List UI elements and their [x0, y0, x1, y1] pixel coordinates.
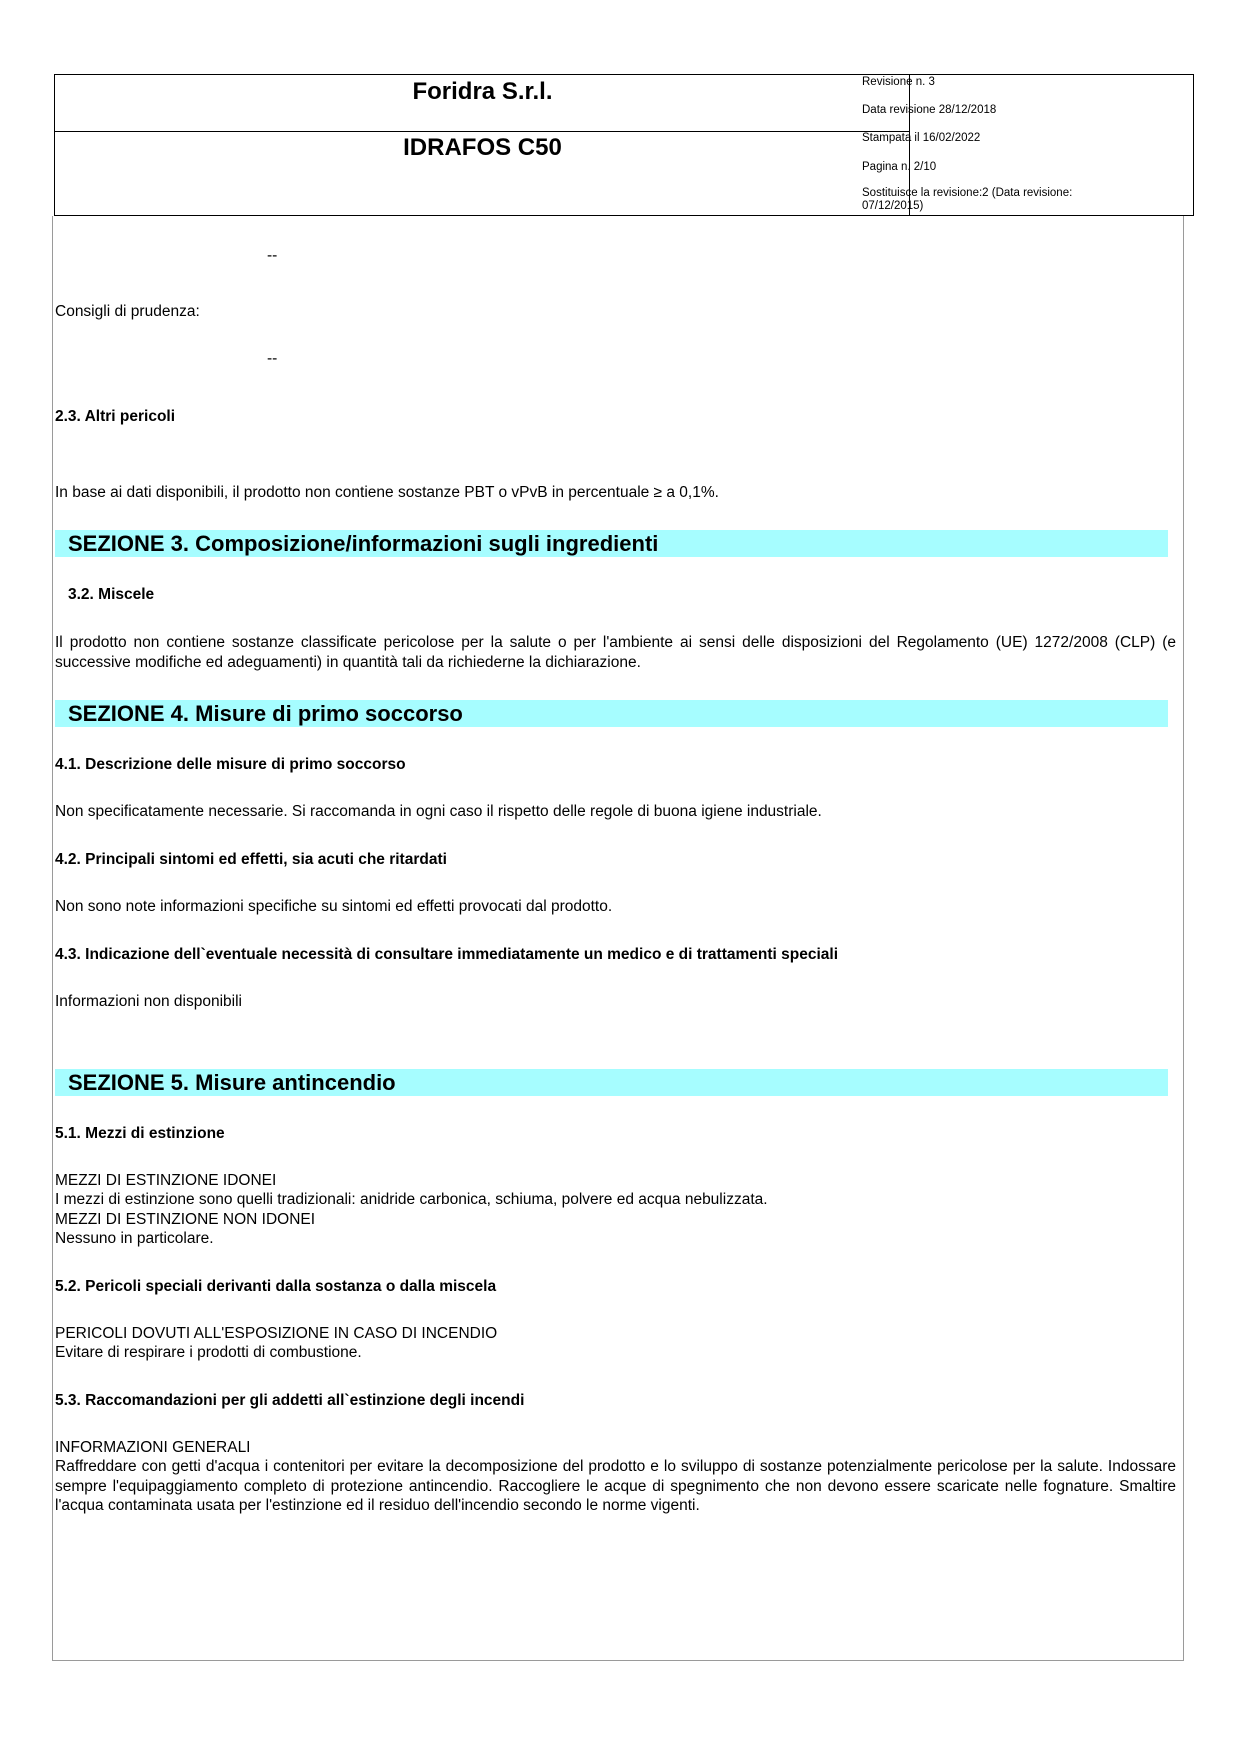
subsection-4-3-text: Informazioni non disponibili — [55, 993, 242, 1010]
supersedes-line-2: 07/12/2015) — [862, 200, 924, 212]
section-5-header — [55, 1069, 1168, 1096]
subsection-5-2-line-1: PERICOLI DOVUTI ALL'ESPOSIZIONE IN CASO DI INCENDIO — [55, 1325, 498, 1342]
subsection-2-3-title: 2.3. Altri pericoli — [55, 408, 176, 425]
company-name: Foridra S.r.l. — [412, 78, 553, 105]
subsection-2-3-text: In base ai dati disponibili, il prodotto non contiene sostanze PBT o vPvB in percentuale ≥ a 0,1%. — [55, 484, 719, 501]
subsection-5-1-title: 5.1. Mezzi di estinzione — [55, 1125, 225, 1142]
section-4-title: SEZIONE 4. Misure di primo soccorso — [68, 701, 463, 726]
revision-date: Data revisione 28/12/2018 — [862, 104, 997, 116]
subsection-5-2-line-2: Evitare di respirare i prodotti di combustione. — [55, 1344, 362, 1361]
subsection-4-2-text: Non sono note informazioni specifiche su sintomi ed effetti provocati dal prodotto. — [55, 898, 613, 915]
revision-number: Revisione n. 3 — [862, 76, 935, 88]
subsection-4-2-title: 4.2. Principali sintomi ed effetti, sia acuti che ritardati — [55, 851, 447, 868]
page-number: Pagina n. 2/10 — [862, 161, 937, 173]
subsection-5-1-line-1: MEZZI DI ESTINZIONE IDONEI — [55, 1172, 277, 1189]
subsection-5-1-line-4: Nessuno in particolare. — [55, 1230, 214, 1247]
hazard-statement-placeholder: -- — [267, 247, 278, 264]
subsection-5-3-line-1: INFORMAZIONI GENERALI — [55, 1439, 251, 1456]
subsection-5-1-line-2: I mezzi di estinzione sono quelli tradizionali: anidride carbonica, schiuma, polvere ed acqua nebulizzata. — [55, 1191, 768, 1208]
subsection-5-1-line-3: MEZZI DI ESTINZIONE NON IDONEI — [55, 1211, 316, 1228]
section-3-title: SEZIONE 3. Composizione/informazioni sugli ingredienti — [68, 531, 659, 556]
header-divider — [55, 131, 910, 132]
subsection-4-1-title: 4.1. Descrizione delle misure di primo soccorso — [55, 756, 406, 773]
product-name: IDRAFOS C50 — [403, 134, 562, 161]
subsection-4-3-title: 4.3. Indicazione dell`eventuale necessità di consultare immediatamente un medico e di trattamenti speciali — [55, 946, 838, 963]
subsection-5-3-text: Raffreddare con getti d'acqua i contenitori per evitare la decomposizione del prodotto e lo sviluppo di sostanze potenzialmente pericolose per la salute. Indossare sempre l'equipaggiamento completo di protezione antincendio. Raccogliere le acque di spegnimento che non devono essere scaricate nelle fognature. Smaltire l'acqua contaminata usata per l'estinzione ed il residuo dell'incendio secondo le norme vigenti. — [55, 1458, 1176, 1514]
subsection-5-2-title: 5.2. Pericoli speciali derivanti dalla sostanza o dalla miscela — [55, 1278, 497, 1295]
precautionary-label: Consigli di prudenza: — [55, 303, 200, 320]
precautionary-placeholder: -- — [267, 350, 278, 367]
section-4-header — [55, 700, 1168, 727]
subsection-3-2-text: Il prodotto non contiene sostanze classificate pericolose per la salute o per l'ambiente ai sensi delle disposizioni del Regolamento (UE) 1272/2008 (CLP) (e successive modifiche ed adeguamenti) in quantità tali da richiederne la dichiarazione. — [55, 634, 1176, 671]
subsection-5-3-title: 5.3. Raccomandazioni per gli addetti all`estinzione degli incendi — [55, 1392, 525, 1409]
subsection-3-2-title: 3.2. Miscele — [68, 586, 155, 603]
supersedes-line-1: Sostituisce la revisione:2 (Data revisione: — [862, 187, 1073, 199]
section-5-title: SEZIONE 5. Misure antincendio — [68, 1070, 396, 1095]
section-3-header — [55, 530, 1168, 557]
print-date: Stampata il 16/02/2022 — [862, 132, 981, 144]
subsection-4-1-text: Non specificatamente necessarie. Si raccomanda in ogni caso il rispetto delle regole di buona igiene industriale. — [55, 803, 822, 820]
